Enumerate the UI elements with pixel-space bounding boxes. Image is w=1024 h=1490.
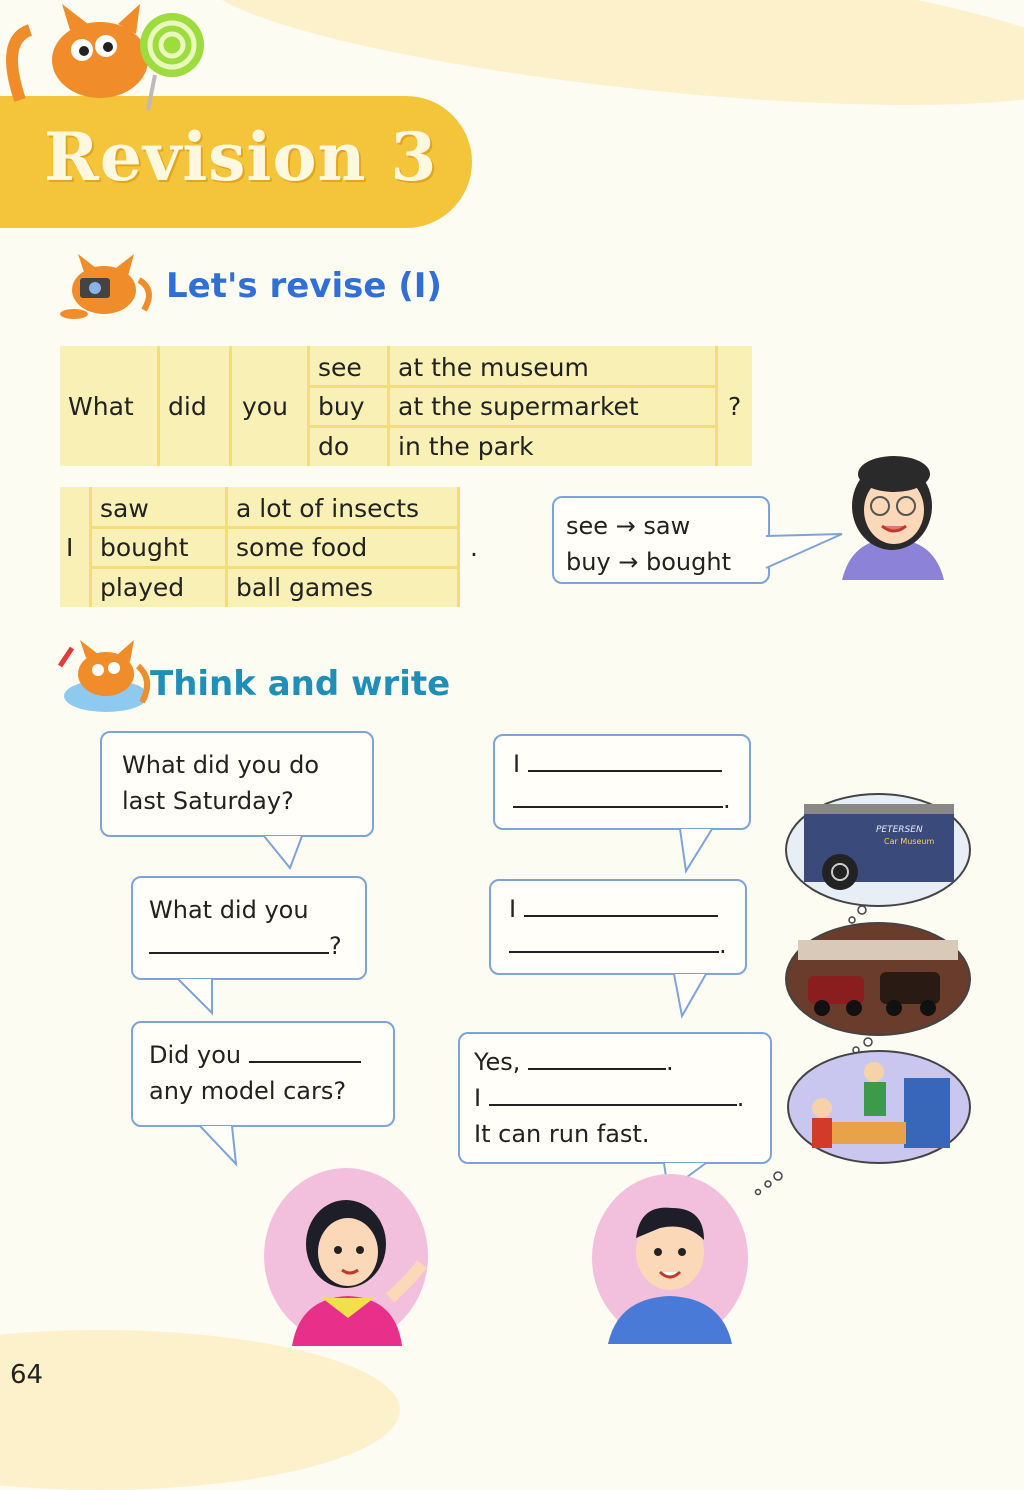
teacher-bubble-line: see → saw: [566, 512, 691, 540]
answer-blank[interactable]: [489, 1082, 737, 1106]
answer-blank[interactable]: [528, 1046, 666, 1070]
page-number: 64: [10, 1360, 44, 1390]
section-title-think-and-write: Think and write: [150, 664, 451, 704]
bubble-tail: [196, 1124, 240, 1166]
answer-verb: saw: [100, 493, 149, 523]
answer-verb: bought: [100, 532, 189, 562]
section-title-lets-revise: Let's revise (I): [166, 266, 442, 306]
answer-period: .: [470, 532, 478, 562]
answer-object: a lot of insects: [236, 493, 420, 523]
period: .: [666, 1048, 674, 1076]
cat-camera-icon: [44, 250, 159, 325]
boy-answer-line: It can run fast.: [474, 1120, 650, 1148]
answer-blank[interactable]: [528, 748, 722, 772]
answer-blank[interactable]: [509, 929, 719, 953]
question-mark: ?: [728, 391, 742, 421]
question-verb: do: [318, 431, 350, 461]
girl-bubble-1: [100, 731, 374, 837]
boy-answer-start: Yes,: [474, 1048, 521, 1076]
question-word-you: you: [242, 391, 288, 421]
period: .: [736, 1084, 745, 1112]
toy-shop-thought-picture: [786, 1048, 972, 1166]
teacher-bubble-line: buy → bought: [566, 548, 731, 576]
background-swoosh: [0, 1330, 400, 1490]
boy-answer-start: I: [513, 750, 521, 778]
bubble-tail: [174, 977, 218, 1017]
boy-answer-start: I: [509, 895, 517, 923]
teacher-speech-bubble: [552, 496, 770, 584]
answer-blank[interactable]: [149, 930, 329, 954]
girl-bubble-3: [131, 1021, 395, 1127]
question-verb: buy: [318, 391, 365, 421]
answer-object: some food: [236, 532, 368, 562]
question-place: at the museum: [398, 352, 589, 382]
girl-bubble-2: [131, 876, 367, 980]
answer-blank[interactable]: [513, 784, 723, 808]
question-place: at the supermarket: [398, 391, 639, 421]
girl-question-line: What did you do: [122, 751, 320, 779]
girl-illustration: [262, 1168, 434, 1346]
bubble-tail: [262, 834, 306, 870]
girl-question-line: What did you: [149, 896, 309, 924]
cat-lollipop-illustration: [0, 0, 220, 115]
museum-sign-line2: Car Museum: [884, 837, 935, 846]
answer-blank[interactable]: [524, 893, 718, 917]
answer-object: ball games: [236, 572, 373, 602]
period: .: [723, 786, 731, 814]
answer-verb: played: [100, 572, 185, 602]
answer-subject: I: [66, 532, 74, 562]
boy-bubble-3: [458, 1032, 772, 1164]
museum-sign-line1: PETERSEN: [876, 825, 923, 835]
boy-bubble-2: [489, 879, 747, 975]
car-museum-thought-picture: [784, 790, 972, 910]
question-mark: ?: [329, 932, 342, 960]
question-word-did: did: [168, 391, 207, 421]
thought-dots: [748, 1170, 788, 1200]
cat-writing-icon: [46, 636, 156, 720]
answer-blank[interactable]: [249, 1039, 361, 1063]
girl-question-line: last Saturday?: [122, 787, 294, 815]
bubble-tail: [678, 827, 722, 875]
teacher-illustration: [822, 444, 962, 580]
question-verb: see: [318, 352, 362, 382]
bubble-tail: [672, 972, 716, 1020]
page-title: Revision 3: [44, 118, 438, 196]
question-word-what: What: [68, 391, 134, 421]
vintage-cars-thought-picture: [784, 920, 972, 1038]
period: .: [719, 931, 727, 959]
boy-bubble-1: [493, 734, 751, 830]
question-place: in the park: [398, 431, 534, 461]
girl-question-line: Did you: [149, 1041, 242, 1069]
boy-illustration: [590, 1172, 750, 1344]
girl-question-line: any model cars?: [149, 1077, 347, 1105]
boy-answer-start: I: [474, 1084, 482, 1112]
